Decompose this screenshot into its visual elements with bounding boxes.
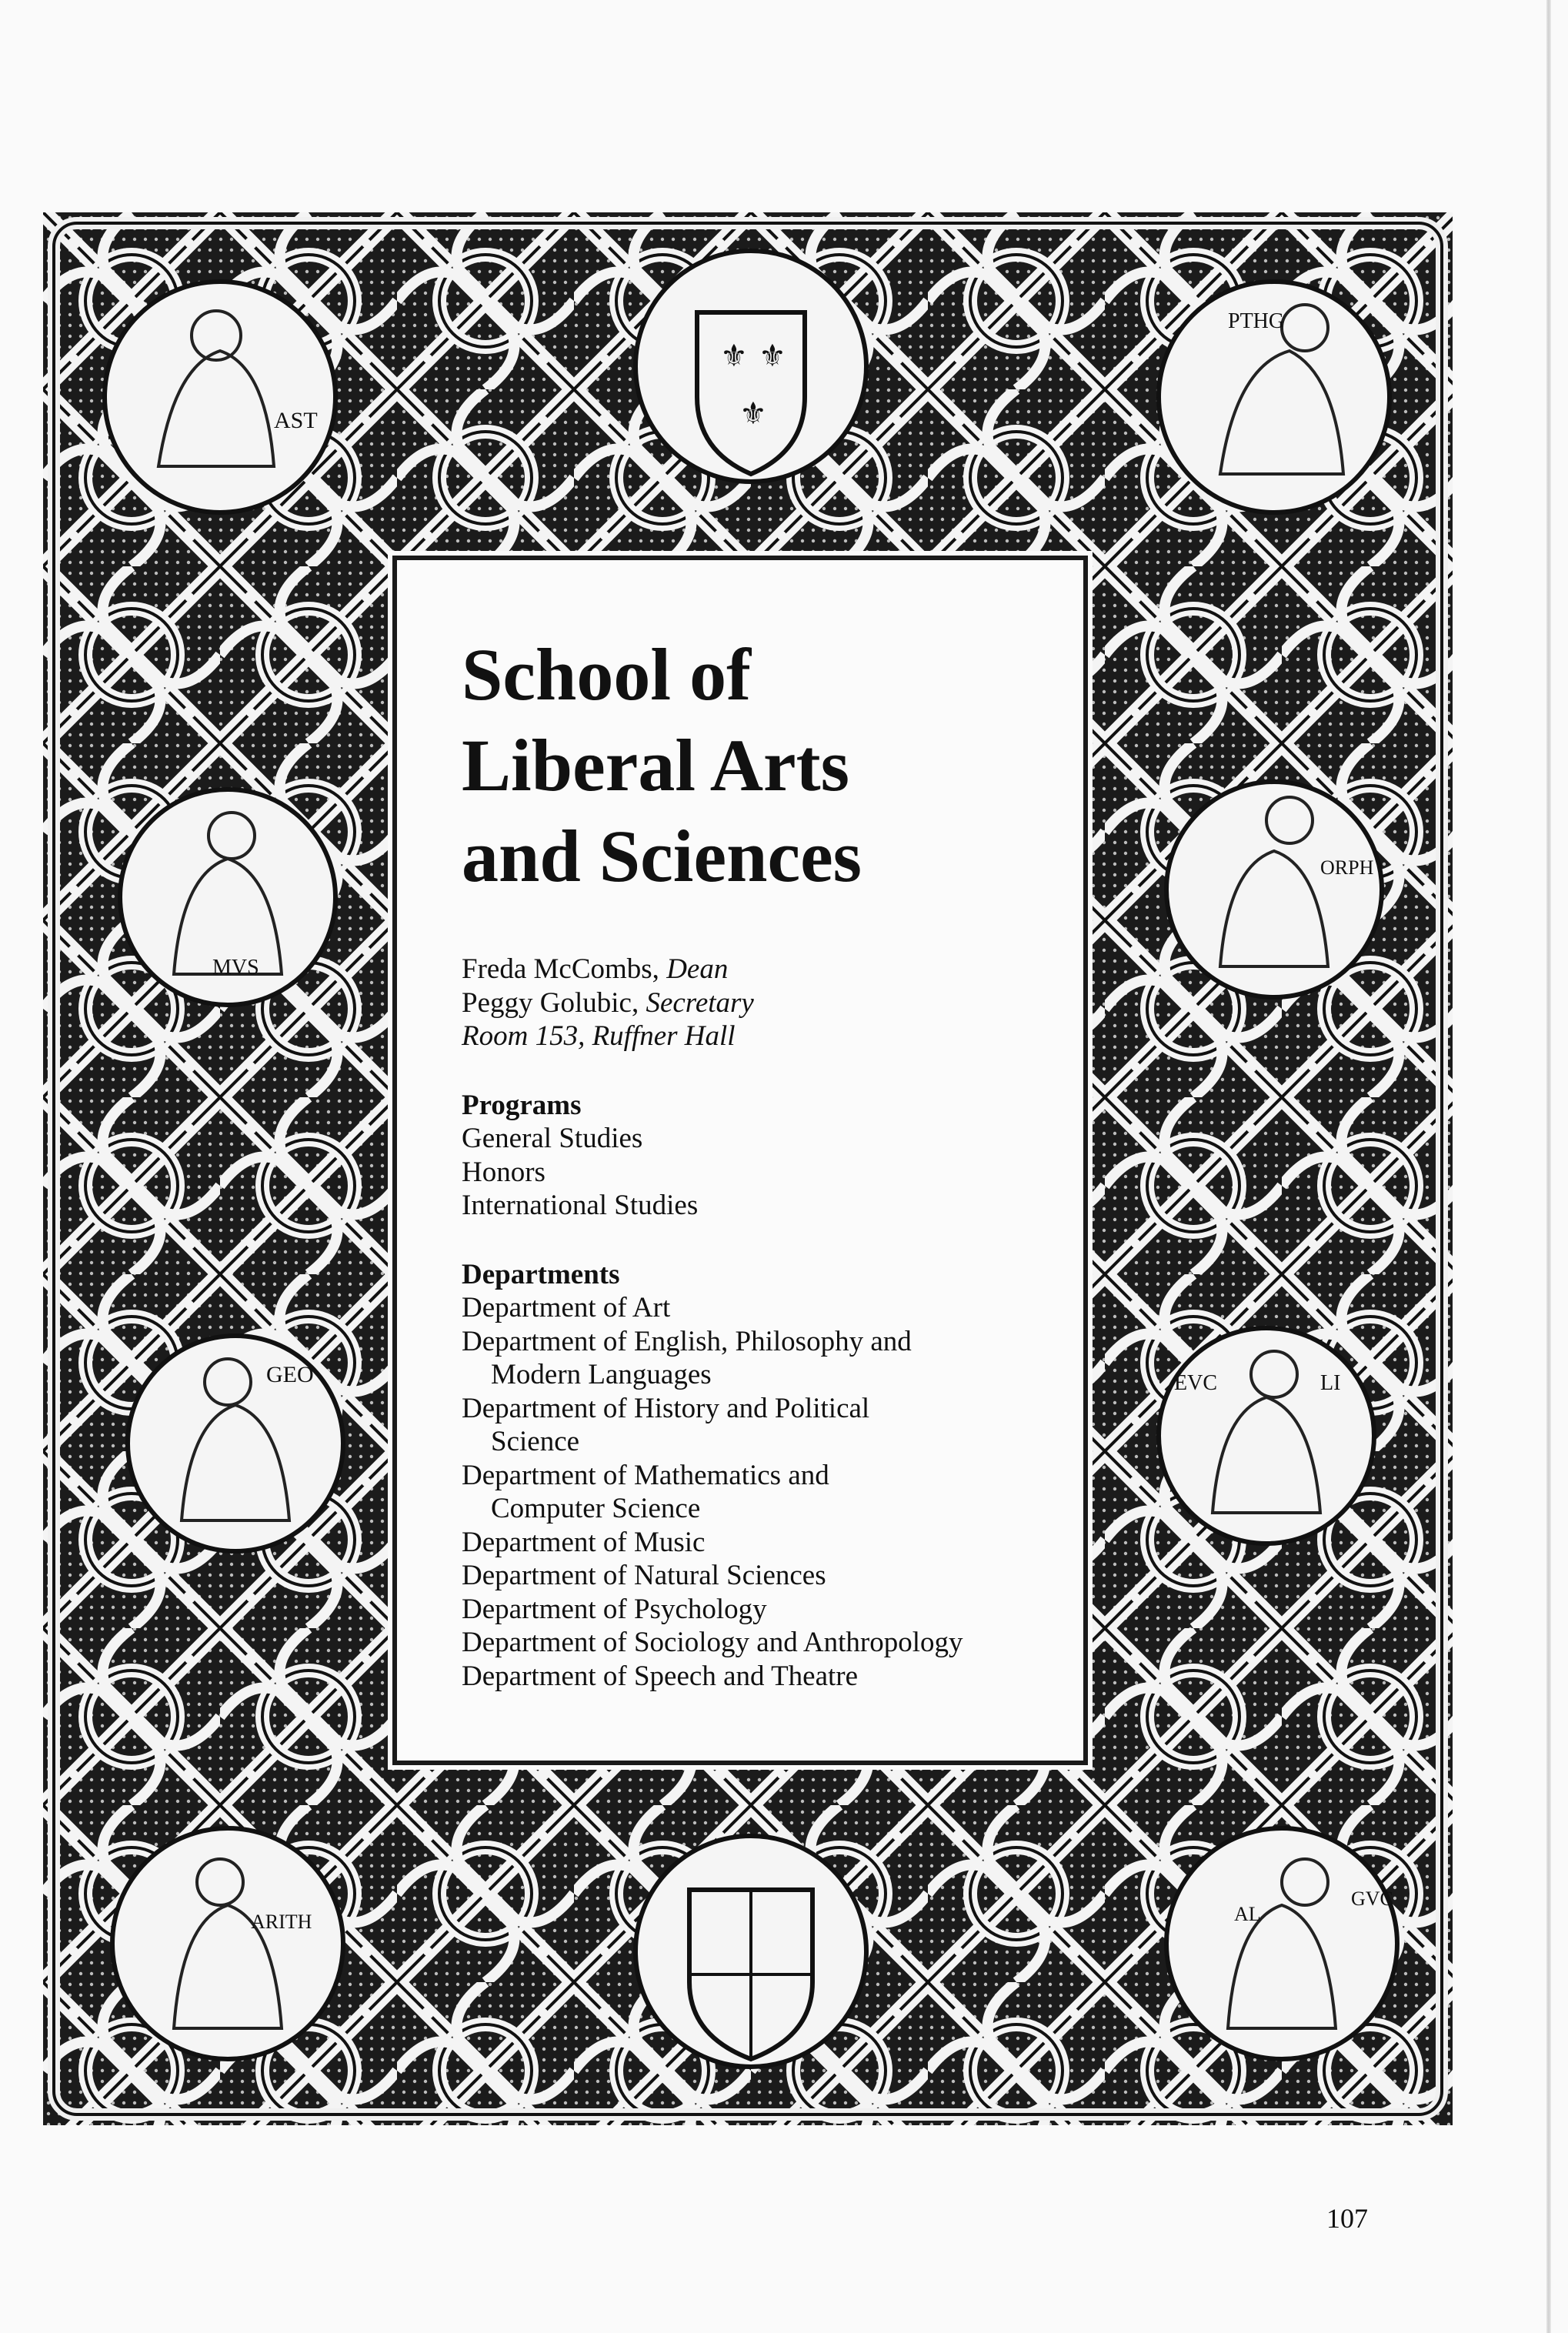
svg-text:GVC: GVC: [1351, 1887, 1393, 1910]
medallion-arith: [112, 1828, 343, 2059]
staff-dean: Freda McCombs, Dean: [462, 953, 729, 985]
department-item: Department of Sociology and Anthropology: [462, 1627, 963, 1658]
title-line: and Sciences: [462, 815, 862, 897]
program-item: General Studies: [462, 1123, 643, 1154]
medallion-al-gvc: [1166, 1828, 1397, 2059]
svg-text:PTHG: PTHG: [1228, 309, 1285, 333]
svg-text:LI: LI: [1320, 1371, 1341, 1395]
svg-text:⚜: ⚜: [759, 339, 786, 373]
medallion-pthg: [1159, 282, 1390, 512]
svg-text:ORPH: ORPH: [1320, 856, 1374, 879]
svg-text:ARITH: ARITH: [251, 1911, 312, 1933]
medallion-fleur-de-lis-shield: [636, 251, 866, 482]
school-directory: [462, 953, 1077, 1693]
medallion-ast: [105, 282, 335, 512]
department-item-continued: Modern Languages: [491, 1359, 712, 1390]
office-location: Room 153, Ruffner Hall: [462, 1020, 736, 1052]
page-number: 107: [1326, 2203, 1368, 2234]
title-line: Liberal Arts: [462, 724, 849, 806]
svg-text:AST: AST: [274, 408, 318, 433]
program-item: Honors: [462, 1156, 545, 1188]
svg-text:⚜: ⚜: [739, 396, 767, 431]
department-item: Department of English, Philosophy and: [462, 1325, 912, 1357]
svg-text:MVS: MVS: [212, 956, 259, 980]
department-item: Department of Art: [462, 1292, 671, 1323]
staff-secretary: Peggy Golubic, Secretary: [462, 986, 754, 1019]
svg-text:AL: AL: [1234, 1903, 1261, 1925]
svg-text:⚜: ⚜: [720, 339, 748, 373]
svg-text:GEO: GEO: [266, 1362, 314, 1387]
medallion-evc-li: [1159, 1328, 1374, 1544]
department-item-continued: Computer Science: [491, 1493, 701, 1524]
programs-heading: Programs: [462, 1089, 582, 1121]
department-item: Department of History and Political: [462, 1392, 870, 1424]
department-item: Department of Speech and Theatre: [462, 1660, 859, 1692]
department-item: Department of Psychology: [462, 1593, 767, 1625]
department-item-continued: Science: [491, 1426, 580, 1457]
department-item: Department of Mathematics and: [462, 1459, 829, 1491]
medallion-mvs: [120, 789, 335, 1005]
department-item: Department of Natural Sciences: [462, 1560, 826, 1591]
medallion-orph: [1166, 782, 1382, 997]
page-edge-shadow: [1546, 0, 1551, 2333]
department-item: Department of Music: [462, 1526, 706, 1558]
title-line: School of: [462, 633, 752, 716]
page-title: [462, 629, 1016, 902]
medallion-quartered-shield: [636, 1836, 866, 2067]
program-item: International Studies: [462, 1190, 699, 1221]
svg-text:EVC: EVC: [1174, 1371, 1217, 1395]
departments-heading: Departments: [462, 1258, 620, 1290]
medallion-geo: [128, 1336, 343, 1551]
